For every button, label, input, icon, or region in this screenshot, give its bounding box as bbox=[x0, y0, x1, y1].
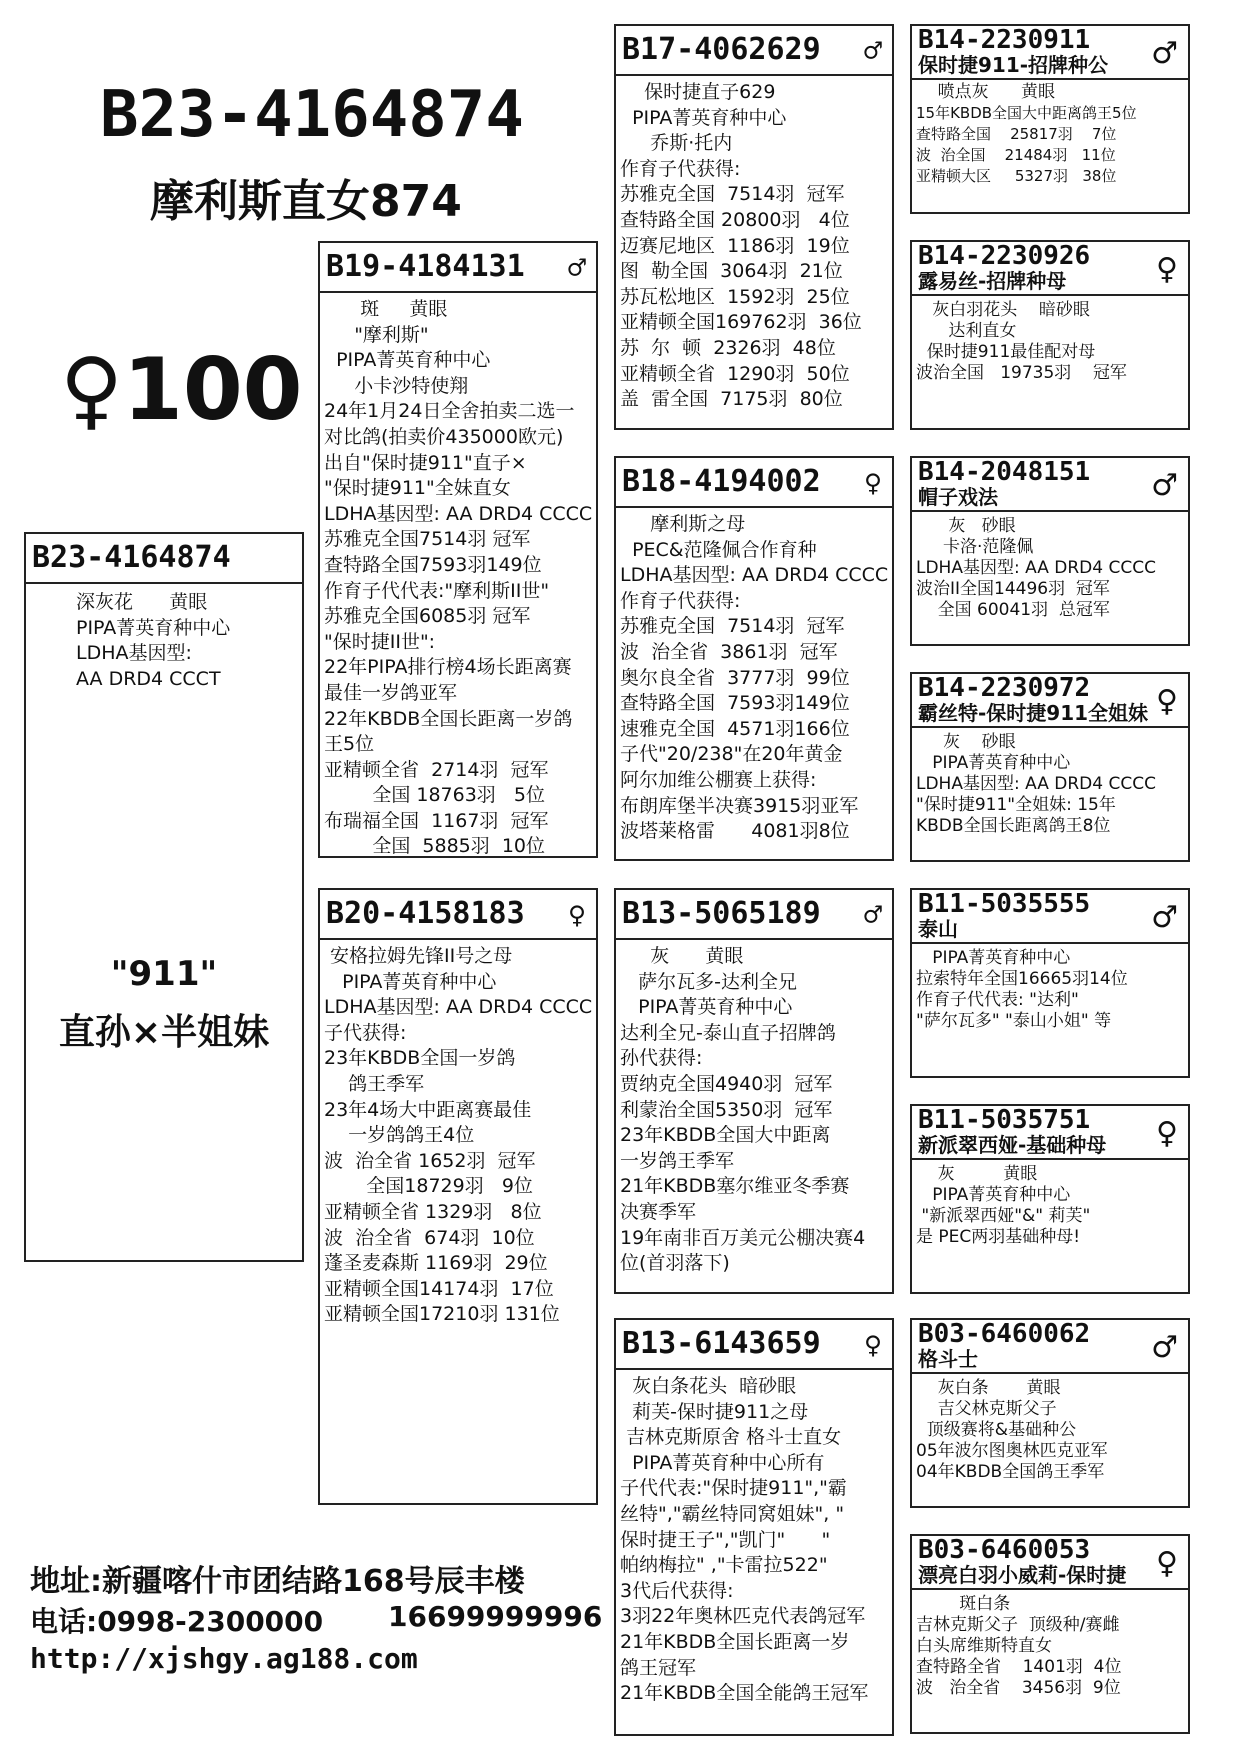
ss-details bbox=[616, 76, 892, 413]
ds-line: 一岁鸽王季军 bbox=[620, 1149, 735, 1172]
dd-line: PIPA菁英育种中心所有 bbox=[620, 1451, 825, 1474]
gen4-line: 白头席维斯特直女 bbox=[916, 1636, 1052, 1656]
gen4-subtitle: 保时捷911-招牌种公 bbox=[918, 53, 1109, 77]
subject-note-line2: 直孙×半姐妹 bbox=[58, 1012, 270, 1053]
ds-line: 灰 黄眼 bbox=[620, 945, 744, 967]
sd-line: LDHA基因型: AA DRD4 CCCC bbox=[620, 564, 889, 587]
subject-line: LDHA基因型: bbox=[76, 642, 192, 665]
female-icon: ♀ bbox=[863, 466, 882, 501]
sire-line: 苏雅克全国7514羽 冠军 bbox=[324, 528, 531, 551]
gen4-line: 喷点灰 黄眼 bbox=[916, 82, 1056, 102]
contact-phone: 电话:0998-2300000 bbox=[30, 1605, 324, 1638]
gen4-subtitle: 新派翠西娅-基础种母 bbox=[918, 1133, 1107, 1157]
gen4-box-2 bbox=[910, 240, 1190, 430]
grandsire-paternal-box bbox=[614, 24, 894, 430]
female-icon: ♀ bbox=[1156, 684, 1178, 719]
male-icon: ♂ bbox=[863, 34, 882, 69]
dam-line: 亚精顿全国17210羽 131位 bbox=[324, 1303, 560, 1326]
sd-line: 查特路全国 7593羽149位 bbox=[620, 692, 850, 715]
dam-line: 全国18729羽 9位 bbox=[324, 1175, 533, 1198]
gen4-line: 拉索特年全国16665羽14位 bbox=[916, 969, 1128, 989]
gen4-line: LDHA基因型: AA DRD4 CCCC bbox=[916, 558, 1156, 578]
dam-line: 一岁鸽鸽王4位 bbox=[324, 1124, 475, 1147]
dam-line: 鸽王季军 bbox=[324, 1072, 425, 1095]
gen4-line: 斑白条 bbox=[916, 1594, 1011, 1614]
gen4-ring-number: B11-5035751 bbox=[918, 1105, 1091, 1135]
gen4-box-1 bbox=[910, 24, 1190, 214]
sire-line: 22年KBDB全国长距离一岁鸽 bbox=[324, 707, 573, 730]
sire-line: 24年1月24日全舍拍卖二选一 bbox=[324, 400, 575, 423]
sd-line: 苏雅克全国 7514羽 冠军 bbox=[620, 615, 845, 638]
contact-mobile: 16699999996 bbox=[388, 1600, 603, 1633]
ss-line: 苏雅克全国 7514羽 冠军 bbox=[620, 183, 845, 206]
dd-line: 保时捷王子","凯门" " bbox=[620, 1528, 831, 1551]
subject-box bbox=[24, 532, 304, 1262]
ds-line: 决赛季军 bbox=[620, 1200, 697, 1223]
lot-number: 100 bbox=[123, 340, 303, 440]
ds-line: 21年KBDB塞尔维亚冬季赛 bbox=[620, 1175, 850, 1198]
gen4-subtitle: 露易丝-招牌种母 bbox=[918, 269, 1067, 293]
ss-line: 乔斯·托内 bbox=[620, 132, 733, 155]
dd-line: 莉芙-保时捷911之母 bbox=[620, 1400, 809, 1423]
male-icon: ♂ bbox=[1151, 1330, 1178, 1365]
subject-line: AA DRD4 CCCT bbox=[76, 667, 221, 690]
ds-details bbox=[616, 940, 892, 1277]
gen4-line: 吉林克斯父子 顶级种/赛雌 bbox=[916, 1615, 1120, 1635]
dam-line: 子代获得: bbox=[324, 1021, 407, 1044]
ss-ring-number: B17-4062629 bbox=[622, 32, 821, 67]
gen4-box-8 bbox=[910, 1534, 1190, 1734]
ds-line: PIPA菁英育种中心 bbox=[620, 996, 793, 1019]
ds-line: 利蒙治全国5350羽 冠军 bbox=[620, 1098, 833, 1121]
female-icon: ♀ bbox=[863, 1328, 882, 1363]
gen4-ring-number: B14-2048151 bbox=[918, 457, 1091, 487]
ss-line: 亚精顿全省 1290羽 50位 bbox=[620, 362, 850, 385]
dd-line: 吉林克斯原舍 格斗士直女 bbox=[620, 1426, 842, 1449]
gen4-ring-number: B03-6460053 bbox=[918, 1535, 1091, 1565]
gen4-line: 是 PEC两羽基础种母! bbox=[916, 1227, 1081, 1247]
subject-note-line1: "911" bbox=[110, 954, 218, 994]
sire-line: 苏雅克全国6085羽 冠军 bbox=[324, 605, 531, 628]
ds-line: 萨尔瓦多-达利全兄 bbox=[620, 970, 797, 993]
sd-details bbox=[616, 508, 892, 845]
ss-line: PIPA菁英育种中心 bbox=[620, 106, 787, 129]
dd-line: 21年KBDB全国长距离一岁 bbox=[620, 1630, 850, 1653]
female-icon: ♀ bbox=[1156, 1546, 1178, 1581]
male-icon: ♂ bbox=[1151, 900, 1178, 935]
dam-line: 蓬圣麦森斯 1169羽 29位 bbox=[324, 1252, 548, 1275]
ds-line: 孙代获得: bbox=[620, 1047, 703, 1070]
gen4-line: 灰 黄眼 bbox=[916, 1164, 1038, 1184]
sire-ring-number: B19-4184131 bbox=[326, 249, 525, 284]
gen4-line: 全国 60041羽 总冠军 bbox=[916, 600, 1110, 620]
sire-details bbox=[320, 293, 596, 860]
gen4-box-5 bbox=[910, 888, 1190, 1078]
dd-line: 3羽22年奥林匹克代表鸽冠军 bbox=[620, 1605, 866, 1628]
gen4-box-3 bbox=[910, 456, 1190, 646]
sire-line: 全国 5885羽 10位 bbox=[324, 835, 546, 858]
dam-ring-number: B20-4158183 bbox=[326, 896, 525, 931]
gen4-subtitle: 漂亮白羽小威莉-保时捷 bbox=[918, 1563, 1127, 1587]
dd-line: 灰白条花头 暗砂眼 bbox=[620, 1375, 797, 1397]
male-icon: ♂ bbox=[1151, 468, 1178, 503]
sire-line: 斑 黄眼 bbox=[324, 298, 448, 320]
gen4-line: "保时捷911"全姐妹: 15年 bbox=[916, 795, 1116, 815]
gen4-box-7 bbox=[910, 1318, 1190, 1508]
dd-line: 3代后代获得: bbox=[620, 1579, 734, 1602]
ss-line: 亚精顿全国169762羽 36位 bbox=[620, 311, 862, 334]
sd-ring-number: B18-4194002 bbox=[622, 464, 821, 499]
gen4-subtitle: 格斗士 bbox=[918, 1347, 978, 1371]
gen4-line: 15年KBDB全国大中距离鸽王5位 bbox=[916, 104, 1137, 122]
sire-line: 小卡沙特使翔 bbox=[324, 374, 469, 397]
gen4-line: KBDB全国长距离鸽王8位 bbox=[916, 816, 1111, 836]
ds-line: 达利全兄-泰山直子招牌鸽 bbox=[620, 1021, 836, 1044]
gen4-line: 顶级赛将&基础种公 bbox=[916, 1420, 1077, 1440]
sd-line: PEC&范隆佩合作育种 bbox=[620, 538, 817, 561]
ss-line: 查特路全国 20800羽 4位 bbox=[620, 208, 850, 231]
sd-line: 波塔莱格雷 4081羽8位 bbox=[620, 820, 850, 843]
gen4-line: 灰白条 黄眼 bbox=[916, 1378, 1061, 1398]
sd-line: 阿尔加维公棚赛上获得: bbox=[620, 768, 817, 791]
gen4-line: PIPA菁英育种中心 bbox=[916, 753, 1071, 773]
gen4-box-4 bbox=[910, 672, 1190, 862]
sire-line: "保时捷II世": bbox=[324, 630, 436, 653]
sire-line: 王5位 bbox=[324, 733, 375, 756]
subject-ring-number: B23-4164874 bbox=[26, 534, 302, 584]
gen4-subtitle: 霸丝特-保时捷911全姐妹 bbox=[918, 701, 1149, 725]
gen4-ring-number: B14-2230972 bbox=[918, 673, 1091, 703]
gen4-ring-number: B03-6460062 bbox=[918, 1319, 1091, 1349]
gen4-ring-number: B14-2230911 bbox=[918, 25, 1091, 55]
gen4-line: 灰 砂眼 bbox=[916, 516, 1016, 536]
male-icon: ♂ bbox=[567, 251, 586, 286]
dd-line: 丝特","霸丝特同窝姐妹", " bbox=[620, 1502, 845, 1525]
ss-line: 盖 雷全国 7175羽 80位 bbox=[620, 388, 843, 411]
main-lot bbox=[60, 340, 303, 440]
ss-line: 迈赛尼地区 1186羽 19位 bbox=[620, 234, 850, 257]
gen4-ring-number: B11-5035555 bbox=[918, 889, 1091, 919]
gen4-subtitle: 帽子戏法 bbox=[918, 485, 998, 509]
gen4-ring-number: B14-2230926 bbox=[918, 241, 1091, 271]
ss-line: 图 勒全国 3064羽 21位 bbox=[620, 260, 843, 283]
gen4-line: 05年波尔图奥林匹克亚军 bbox=[916, 1441, 1108, 1461]
gen4-subtitle: 泰山 bbox=[918, 917, 958, 941]
sire-line: 亚精顿全省 2714羽 冠军 bbox=[324, 758, 549, 781]
granddam-paternal-box bbox=[614, 456, 894, 861]
sire-line: 最佳一岁鸽亚军 bbox=[324, 681, 458, 704]
sire-line: 全国 18763羽 5位 bbox=[324, 784, 546, 807]
ss-line: 作育子代获得: bbox=[620, 157, 741, 180]
sire-line: 22年PIPA排行榜4场长距离赛 bbox=[324, 656, 572, 679]
gen4-line: 灰 砂眼 bbox=[916, 732, 1016, 752]
sire-line: LDHA基因型: AA DRD4 CCCC bbox=[324, 502, 593, 525]
dam-line: 亚精顿全国14174羽 17位 bbox=[324, 1277, 554, 1300]
subject-line: PIPA菁英育种中心 bbox=[76, 616, 231, 639]
contact-address: 地址:新疆喀什市团结路168号辰丰楼 bbox=[30, 1564, 525, 1599]
sire-line: PIPA菁英育种中心 bbox=[324, 349, 491, 372]
dd-details bbox=[616, 1370, 892, 1707]
contact-url[interactable]: http://xjshgy.ag188.com bbox=[30, 1642, 418, 1675]
gen4-line: 04年KBDB全国鸽王季军 bbox=[916, 1462, 1105, 1482]
ds-line: 19年南非百万美元公棚决赛4 bbox=[620, 1226, 866, 1249]
dd-line: 帕纳梅拉" ,"卡雷拉522" bbox=[620, 1554, 828, 1577]
dam-line: 安格拉姆先锋II号之母 bbox=[324, 945, 513, 967]
sire-line: 布瑞福全国 1167羽 冠军 bbox=[324, 809, 549, 832]
granddam-maternal-box bbox=[614, 1318, 894, 1736]
ds-line: 23年KBDB全国大中距离 bbox=[620, 1124, 831, 1147]
gen4-line: 查特路全省 1401羽 4位 bbox=[916, 1657, 1122, 1677]
gen4-line: 达利直女 bbox=[916, 321, 1017, 341]
gen4-line: 保时捷911最佳配对母 bbox=[916, 342, 1096, 362]
gen4-line: 作育子代代表: "达利" bbox=[916, 990, 1079, 1010]
female-icon: ♀ bbox=[60, 340, 123, 440]
ds-ring-number: B13-5065189 bbox=[622, 896, 821, 931]
sire-line: "摩利斯" bbox=[324, 323, 429, 346]
dam-line: 亚精顿全省 1329羽 8位 bbox=[324, 1200, 542, 1223]
dd-line: 子代代表:"保时捷911","霸 bbox=[620, 1477, 847, 1500]
gen4-line: PIPA菁英育种中心 bbox=[916, 1185, 1071, 1205]
sire-line: 查特路全国7593羽149位 bbox=[324, 553, 542, 576]
dam-line: 23年4场大中距离赛最佳 bbox=[324, 1098, 532, 1121]
ds-line: 位(首羽落下) bbox=[620, 1252, 730, 1275]
sd-line: 波 治全省 3861羽 冠军 bbox=[620, 640, 838, 663]
gen4-line: LDHA基因型: AA DRD4 CCCC bbox=[916, 774, 1156, 794]
male-icon: ♂ bbox=[863, 898, 882, 933]
gen4-line: "萨尔瓦多" "泰山小姐" 等 bbox=[916, 1011, 1112, 1031]
main-name: 摩利斯直女874 bbox=[150, 176, 462, 227]
dam-line: LDHA基因型: AA DRD4 CCCC bbox=[324, 996, 593, 1019]
gen4-line: 卡洛·范隆佩 bbox=[916, 537, 1034, 557]
ss-line: 苏瓦松地区 1592羽 25位 bbox=[620, 285, 850, 308]
gen4-line: 波 治全国 21484羽 11位 bbox=[916, 146, 1116, 164]
female-icon: ♀ bbox=[567, 898, 586, 933]
gen4-line: 查特路全国 25817羽 7位 bbox=[916, 125, 1117, 143]
sd-line: 速雅克全国 4571羽166位 bbox=[620, 717, 850, 740]
dam-line: 波 治全省 674羽 10位 bbox=[324, 1226, 535, 1249]
gen4-line: 波治全国 19735羽 冠军 bbox=[916, 363, 1127, 383]
dam-line: PIPA菁英育种中心 bbox=[324, 970, 497, 993]
gen4-line: 波 治全省 3456羽 9位 bbox=[916, 1678, 1121, 1698]
dd-ring-number: B13-6143659 bbox=[622, 1326, 821, 1361]
subject-details bbox=[26, 584, 302, 692]
subject-line: 深灰花 黄眼 bbox=[76, 591, 208, 613]
gen4-line: PIPA菁英育种中心 bbox=[916, 948, 1071, 968]
sd-line: 奥尔良全省 3777羽 99位 bbox=[620, 666, 850, 689]
main-ring-number: B23-4164874 bbox=[100, 78, 524, 152]
sire-box bbox=[318, 241, 598, 858]
female-icon: ♀ bbox=[1156, 252, 1178, 287]
gen4-line: 波治II全国14496羽 冠军 bbox=[916, 579, 1110, 599]
female-icon: ♀ bbox=[1156, 1116, 1178, 1151]
ss-line: 苏 尔 顿 2326羽 48位 bbox=[620, 336, 836, 359]
sd-line: 作育子代获得: bbox=[620, 589, 741, 612]
ss-line: 保时捷直子629 bbox=[620, 81, 776, 103]
sire-line: 作育子代代表:"摩利斯II世" bbox=[324, 579, 550, 602]
dam-box bbox=[318, 888, 598, 1505]
dam-line: 23年KBDB全国一岁鸽 bbox=[324, 1047, 516, 1070]
dd-line: 21年KBDB全国全能鸽王冠军 bbox=[620, 1682, 869, 1705]
sire-line: 出自"保时捷911"直子× bbox=[324, 451, 527, 474]
gen4-line: 亚精顿大区 5327羽 38位 bbox=[916, 167, 1117, 185]
sd-line: 摩利斯之母 bbox=[620, 513, 746, 535]
sd-line: 布朗库堡半决赛3915羽亚军 bbox=[620, 794, 859, 817]
grandsire-maternal-box bbox=[614, 888, 894, 1294]
gen4-line: 灰白羽花头 暗砂眼 bbox=[916, 300, 1090, 320]
gen4-line: 吉父林克斯父子 bbox=[916, 1399, 1057, 1419]
dam-details bbox=[320, 940, 596, 1328]
dd-line: 鸽王冠军 bbox=[620, 1656, 697, 1679]
male-icon: ♂ bbox=[1151, 36, 1178, 71]
sd-line: 子代"20/238"在20年黄金 bbox=[620, 743, 843, 766]
gen4-line: "新派翠西娅"&" 莉芙" bbox=[916, 1206, 1091, 1226]
ds-line: 贾纳克全国4940羽 冠军 bbox=[620, 1072, 833, 1095]
gen4-box-6 bbox=[910, 1104, 1190, 1294]
dam-line: 波 治全省 1652羽 冠军 bbox=[324, 1149, 536, 1172]
sire-line: 对比鸽(拍卖价435000欧元) bbox=[324, 425, 564, 448]
sire-line: "保时捷911"全妹直女 bbox=[324, 477, 511, 500]
